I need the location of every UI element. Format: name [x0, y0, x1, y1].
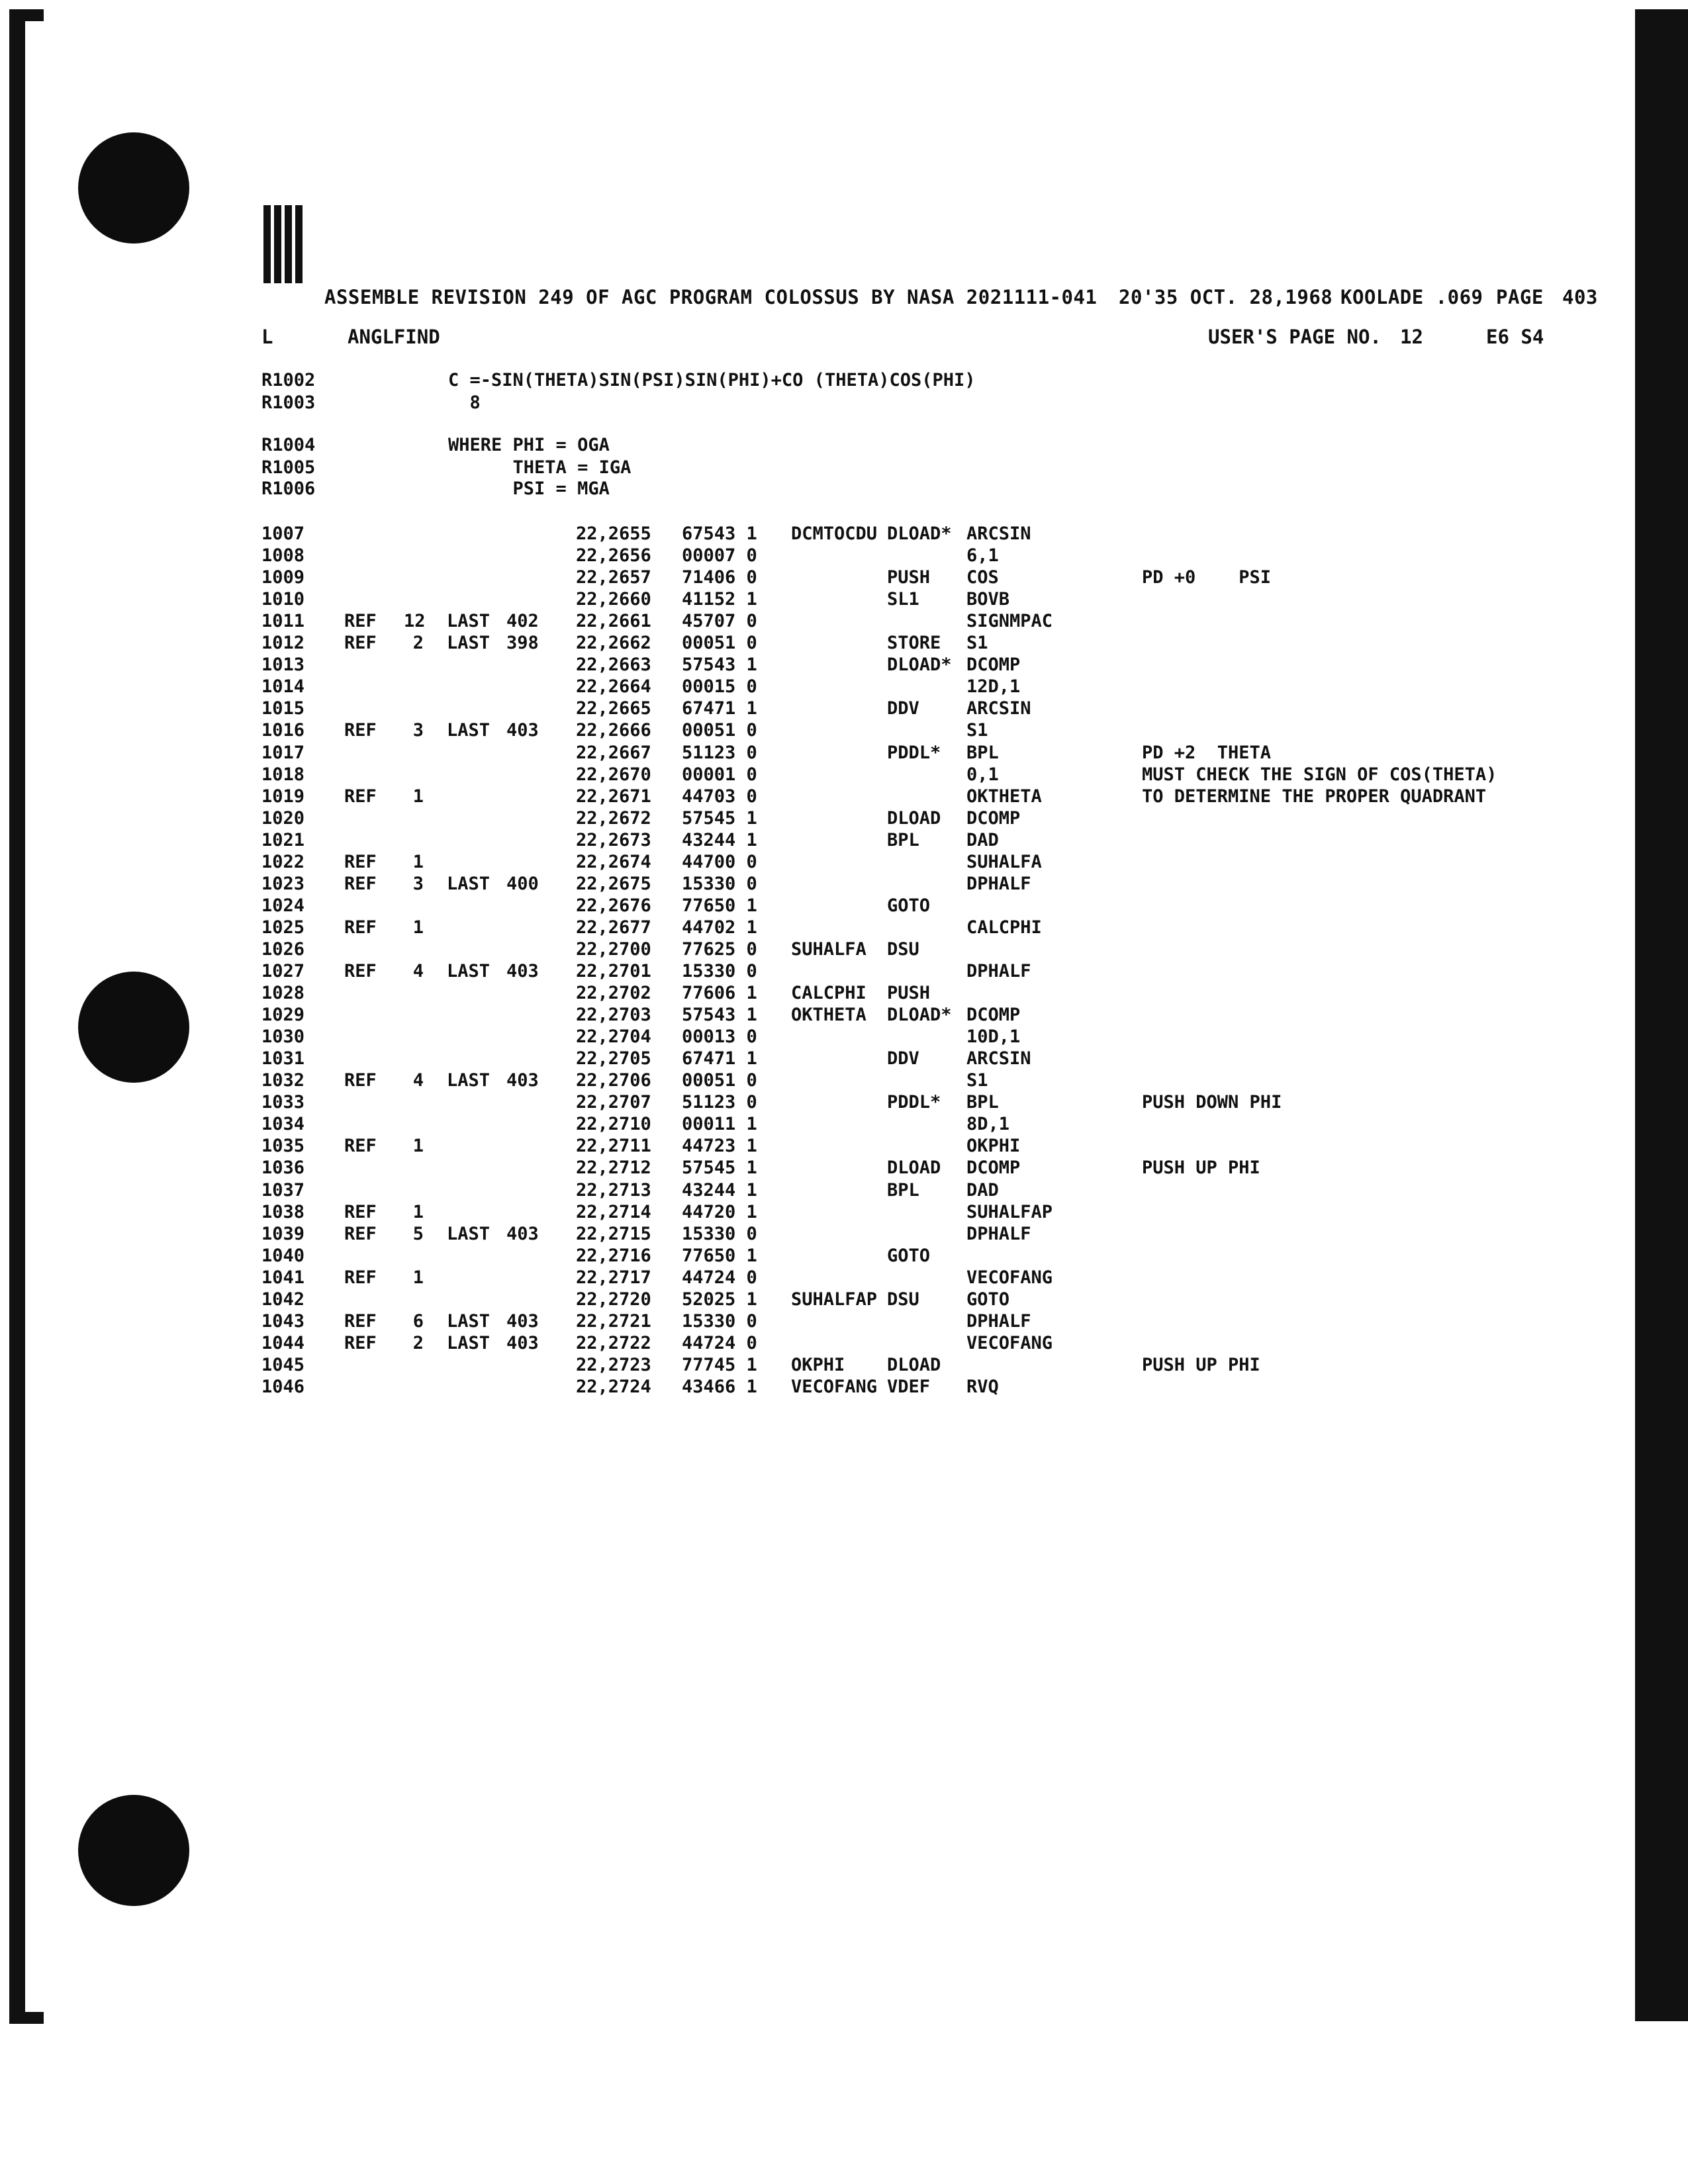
memory-address: 22,2703 [576, 1005, 651, 1026]
memory-address: 22,2671 [576, 786, 651, 807]
octal-word: 00051 0 [682, 1070, 757, 1091]
memory-address: 22,2670 [576, 764, 651, 785]
last-page: 402 [506, 611, 539, 632]
line-number: 1044 [261, 1332, 305, 1353]
memory-address: 22,2705 [576, 1048, 651, 1069]
memory-address: 22,2672 [576, 807, 651, 829]
memory-address: 22,2714 [576, 1201, 651, 1222]
operand: COS [966, 567, 999, 588]
ref-marker: REF [344, 917, 377, 938]
opcode: DDV [887, 1048, 919, 1069]
ref-marker: REF [344, 611, 377, 632]
octal-word: 77650 1 [682, 895, 757, 916]
last-page: 403 [506, 1070, 539, 1091]
ref-count: 1 [412, 1267, 424, 1288]
last-page: 403 [506, 961, 539, 981]
operand: BOVB [966, 589, 1010, 610]
opcode: BPL [887, 1179, 919, 1201]
memory-address: 22,2715 [576, 1223, 651, 1244]
comment: MUST CHECK THE SIGN OF COS(THETA) [1142, 764, 1497, 785]
line-number: 1022 [261, 851, 305, 872]
code-label: OKPHI [791, 1354, 845, 1375]
octal-word: 15330 0 [682, 1223, 757, 1244]
octal-word: 00051 0 [682, 633, 757, 654]
opcode: GOTO [887, 895, 931, 916]
comment: PD +0 PSI [1142, 567, 1272, 588]
ref-count: 6 [412, 1310, 424, 1332]
octal-word: 57543 1 [682, 655, 757, 676]
last-page: 403 [506, 720, 539, 741]
octal-word: 44700 0 [682, 851, 757, 872]
ref-count: 12 [404, 611, 426, 632]
last-marker: LAST [447, 611, 491, 632]
memory-address: 22,2675 [576, 873, 651, 894]
ref-count: 4 [412, 961, 424, 981]
operand: BPL [966, 742, 999, 763]
memory-address: 22,2667 [576, 742, 651, 763]
ref-marker: REF [344, 851, 377, 872]
octal-word: 41152 1 [682, 589, 757, 610]
listing-flag: L [261, 326, 273, 348]
operand: DAD [966, 829, 999, 850]
octal-word: 71406 0 [682, 567, 757, 588]
octal-word: 44720 1 [682, 1201, 757, 1222]
code-label: CALCPHI [791, 983, 867, 1004]
line-number: 1045 [261, 1354, 305, 1375]
line-number: 1024 [261, 895, 305, 916]
page-label: PAGE [1496, 286, 1544, 308]
octal-word: 77650 1 [682, 1245, 757, 1266]
code-label: DCMTOCDU [791, 523, 878, 544]
last-page: 398 [506, 633, 539, 654]
octal-word: 67471 1 [682, 1048, 757, 1069]
octal-word: 00015 0 [682, 676, 757, 698]
code-label: VECOFANG [791, 1376, 878, 1397]
memory-address: 22,2720 [576, 1289, 651, 1310]
line-number: 1035 [261, 1136, 305, 1157]
operand: DPHALF [966, 961, 1031, 981]
line-number: 1027 [261, 961, 305, 981]
octal-word: 43244 1 [682, 1179, 757, 1201]
last-marker: LAST [447, 961, 491, 981]
opcode: DSU [887, 938, 919, 960]
ref-count: 1 [412, 1201, 424, 1222]
listing-code: E6 S4 [1486, 326, 1544, 348]
remark-number: R1005 [261, 457, 316, 478]
operand: DPHALF [966, 873, 1031, 894]
remark-text: PSI = MGA [448, 478, 610, 499]
memory-address: 22,2673 [576, 829, 651, 850]
memory-address: 22,2661 [576, 611, 651, 632]
printer-logo-mark [263, 205, 305, 298]
ref-count: 1 [412, 851, 424, 872]
line-number: 1012 [261, 633, 305, 654]
operand: DCOMP [966, 807, 1021, 829]
operand: 8D,1 [966, 1114, 1010, 1135]
ref-marker: REF [344, 873, 377, 894]
ref-count: 5 [412, 1223, 424, 1244]
user-page-label: USER'S PAGE NO. [1208, 326, 1382, 348]
octal-word: 77625 0 [682, 938, 757, 960]
opcode: DLOAD* [887, 655, 952, 676]
remark-number: R1003 [261, 392, 316, 413]
line-number: 1018 [261, 764, 305, 785]
octal-word: 52025 1 [682, 1289, 757, 1310]
opcode: BPL [887, 829, 919, 850]
memory-address: 22,2701 [576, 961, 651, 981]
octal-word: 00007 0 [682, 545, 757, 567]
operand: GOTO [966, 1289, 1010, 1310]
operand: DCOMP [966, 1158, 1021, 1179]
line-number: 1016 [261, 720, 305, 741]
ref-count: 2 [412, 633, 424, 654]
octal-word: 43466 1 [682, 1376, 757, 1397]
operand: DAD [966, 1179, 999, 1201]
line-number: 1021 [261, 829, 305, 850]
operand: OKPHI [966, 1136, 1021, 1157]
line-number: 1032 [261, 1070, 305, 1091]
octal-word: 00001 0 [682, 764, 757, 785]
line-number: 1043 [261, 1310, 305, 1332]
print-datetime: 20'35 OCT. 28,1968 [1119, 286, 1333, 308]
memory-address: 22,2722 [576, 1332, 651, 1353]
line-number: 1040 [261, 1245, 305, 1266]
left-binding-corner-bottom [9, 2012, 44, 2024]
line-number: 1009 [261, 567, 305, 588]
routine-name: ANGLFIND [348, 326, 440, 348]
remark-number: R1002 [261, 370, 316, 390]
memory-address: 22,2724 [576, 1376, 651, 1397]
octal-word: 44702 1 [682, 917, 757, 938]
remark-text: WHERE PHI = OGA [448, 435, 610, 455]
operand: SIGNMPAC [966, 611, 1053, 632]
ref-marker: REF [344, 1332, 377, 1353]
ref-marker: REF [344, 1070, 377, 1091]
last-marker: LAST [447, 1332, 491, 1353]
ref-count: 3 [412, 873, 424, 894]
operand: ARCSIN [966, 523, 1031, 544]
octal-word: 00011 1 [682, 1114, 757, 1135]
comment: PUSH DOWN PHI [1142, 1092, 1282, 1113]
memory-address: 22,2663 [576, 655, 651, 676]
last-marker: LAST [447, 873, 491, 894]
line-number: 1039 [261, 1223, 305, 1244]
operand: VECOFANG [966, 1332, 1053, 1353]
comment: PD +2 THETA [1142, 742, 1272, 763]
memory-address: 22,2706 [576, 1070, 651, 1091]
memory-address: 22,2721 [576, 1310, 651, 1332]
operand: SUHALFA [966, 851, 1042, 872]
operand: DPHALF [966, 1223, 1031, 1244]
line-number: 1037 [261, 1179, 305, 1201]
opcode: SL1 [887, 589, 919, 610]
operand: RVQ [966, 1376, 999, 1397]
left-binding-edge [9, 9, 25, 2021]
memory-address: 22,2716 [576, 1245, 651, 1266]
octal-word: 57545 1 [682, 1158, 757, 1179]
memory-address: 22,2665 [576, 698, 651, 719]
left-binding-corner-top [9, 9, 44, 21]
octal-word: 44724 0 [682, 1267, 757, 1288]
line-number: 1026 [261, 938, 305, 960]
octal-word: 57545 1 [682, 807, 757, 829]
ref-marker: REF [344, 786, 377, 807]
punch-hole-bottom [78, 1795, 189, 1906]
last-marker: LAST [447, 1070, 491, 1091]
line-number: 1030 [261, 1026, 305, 1048]
line-number: 1041 [261, 1267, 305, 1288]
operand: S1 [966, 720, 988, 741]
remark-text: 8 [448, 392, 481, 413]
memory-address: 22,2704 [576, 1026, 651, 1048]
operand: DPHALF [966, 1310, 1031, 1332]
line-number: 1020 [261, 807, 305, 829]
memory-address: 22,2656 [576, 545, 651, 567]
octal-word: 77745 1 [682, 1354, 757, 1375]
ref-marker: REF [344, 1310, 377, 1332]
opcode: GOTO [887, 1245, 931, 1266]
memory-address: 22,2702 [576, 983, 651, 1004]
code-label: SUHALFAP [791, 1289, 878, 1310]
opcode: DSU [887, 1289, 919, 1310]
line-number: 1031 [261, 1048, 305, 1069]
last-marker: LAST [447, 1223, 491, 1244]
ref-count: 1 [412, 786, 424, 807]
octal-word: 44724 0 [682, 1332, 757, 1353]
ref-count: 2 [412, 1332, 424, 1353]
line-number: 1011 [261, 611, 305, 632]
opcode: DLOAD [887, 1354, 941, 1375]
ref-count: 1 [412, 1136, 424, 1157]
opcode: PDDL* [887, 1092, 941, 1113]
ref-marker: REF [344, 961, 377, 981]
memory-address: 22,2713 [576, 1179, 651, 1201]
memory-address: 22,2710 [576, 1114, 651, 1135]
memory-address: 22,2655 [576, 523, 651, 544]
last-page: 403 [506, 1310, 539, 1332]
octal-word: 44723 1 [682, 1136, 757, 1157]
octal-word: 00013 0 [682, 1026, 757, 1048]
octal-word: 77606 1 [682, 983, 757, 1004]
operand: OKTHETA [966, 786, 1042, 807]
memory-address: 22,2657 [576, 567, 651, 588]
code-label: OKTHETA [791, 1005, 867, 1026]
operand: CALCPHI [966, 917, 1042, 938]
octal-word: 15330 0 [682, 873, 757, 894]
octal-word: 43244 1 [682, 829, 757, 850]
memory-address: 22,2717 [576, 1267, 651, 1288]
opcode: DLOAD* [887, 523, 952, 544]
ref-marker: REF [344, 1201, 377, 1222]
opcode: DLOAD [887, 807, 941, 829]
ref-marker: REF [344, 1267, 377, 1288]
operand: DCOMP [966, 655, 1021, 676]
remark-number: R1004 [261, 435, 316, 455]
line-number: 1036 [261, 1158, 305, 1179]
assemble-title: ASSEMBLE REVISION 249 OF AGC PROGRAM COLOSSUS BY NASA 2021111-041 [324, 286, 1098, 308]
memory-address: 22,2712 [576, 1158, 651, 1179]
line-number: 1034 [261, 1114, 305, 1135]
memory-address: 22,2723 [576, 1354, 651, 1375]
opcode: VDEF [887, 1376, 931, 1397]
memory-address: 22,2711 [576, 1136, 651, 1157]
right-binding-edge [1635, 9, 1688, 2021]
operand: 0,1 [966, 764, 999, 785]
comment: TO DETERMINE THE PROPER QUADRANT [1142, 786, 1487, 807]
line-number: 1046 [261, 1376, 305, 1397]
memory-address: 22,2676 [576, 895, 651, 916]
line-number: 1014 [261, 676, 305, 698]
opcode: STORE [887, 633, 941, 654]
line-number: 1033 [261, 1092, 305, 1113]
operand: S1 [966, 1070, 988, 1091]
ref-marker: REF [344, 1223, 377, 1244]
punch-hole-top [78, 132, 189, 244]
operand: S1 [966, 633, 988, 654]
memory-address: 22,2700 [576, 938, 651, 960]
operand: ARCSIN [966, 1048, 1031, 1069]
last-marker: LAST [447, 633, 491, 654]
octal-word: 15330 0 [682, 1310, 757, 1332]
line-number: 1008 [261, 545, 305, 567]
comment: PUSH UP PHI [1142, 1354, 1260, 1375]
line-number: 1042 [261, 1289, 305, 1310]
line-number: 1013 [261, 655, 305, 676]
opcode: DLOAD* [887, 1005, 952, 1026]
opcode: DLOAD [887, 1158, 941, 1179]
ref-count: 4 [412, 1070, 424, 1091]
operand: 6,1 [966, 545, 999, 567]
octal-word: 45707 0 [682, 611, 757, 632]
memory-address: 22,2660 [576, 589, 651, 610]
operand: DCOMP [966, 1005, 1021, 1026]
line-number: 1038 [261, 1201, 305, 1222]
memory-address: 22,2662 [576, 633, 651, 654]
line-number: 1017 [261, 742, 305, 763]
line-number: 1010 [261, 589, 305, 610]
comment: PUSH UP PHI [1142, 1158, 1260, 1179]
line-number: 1023 [261, 873, 305, 894]
remark-text: C =-SIN(THETA)SIN(PSI)SIN(PHI)+CO (THETA)COS(PHI) [448, 370, 976, 390]
remark-text: THETA = IGA [448, 457, 632, 478]
operand: 10D,1 [966, 1026, 1021, 1048]
ref-count: 3 [412, 720, 424, 741]
opcode: PDDL* [887, 742, 941, 763]
code-label: SUHALFA [791, 938, 867, 960]
octal-word: 67471 1 [682, 698, 757, 719]
last-page: 400 [506, 873, 539, 894]
octal-word: 44703 0 [682, 786, 757, 807]
octal-word: 57543 1 [682, 1005, 757, 1026]
ref-marker: REF [344, 633, 377, 654]
octal-word: 51123 0 [682, 1092, 757, 1113]
last-marker: LAST [447, 720, 491, 741]
memory-address: 22,2664 [576, 676, 651, 698]
operand: BPL [966, 1092, 999, 1113]
memory-address: 22,2666 [576, 720, 651, 741]
octal-word: 15330 0 [682, 961, 757, 981]
last-page: 403 [506, 1332, 539, 1353]
line-number: 1025 [261, 917, 305, 938]
ref-marker: REF [344, 1136, 377, 1157]
octal-word: 67543 1 [682, 523, 757, 544]
octal-word: 00051 0 [682, 720, 757, 741]
user-page-number: 12 [1400, 326, 1423, 348]
remark-number: R1006 [261, 478, 316, 499]
last-marker: LAST [447, 1310, 491, 1332]
last-page: 403 [506, 1223, 539, 1244]
operand: VECOFANG [966, 1267, 1053, 1288]
memory-address: 22,2677 [576, 917, 651, 938]
memory-address: 22,2674 [576, 851, 651, 872]
octal-word: 51123 0 [682, 742, 757, 763]
line-number: 1028 [261, 983, 305, 1004]
page-number: 403 [1562, 286, 1598, 308]
user-name: KOOLADE .069 [1340, 286, 1483, 308]
line-number: 1029 [261, 1005, 305, 1026]
punch-hole-middle [78, 972, 189, 1083]
operand: 12D,1 [966, 676, 1021, 698]
ref-marker: REF [344, 720, 377, 741]
operand: SUHALFAP [966, 1201, 1053, 1222]
line-number: 1015 [261, 698, 305, 719]
ref-count: 1 [412, 917, 424, 938]
line-number: 1019 [261, 786, 305, 807]
operand: ARCSIN [966, 698, 1031, 719]
opcode: DDV [887, 698, 919, 719]
memory-address: 22,2707 [576, 1092, 651, 1113]
line-number: 1007 [261, 523, 305, 544]
opcode: PUSH [887, 983, 931, 1004]
opcode: PUSH [887, 567, 931, 588]
